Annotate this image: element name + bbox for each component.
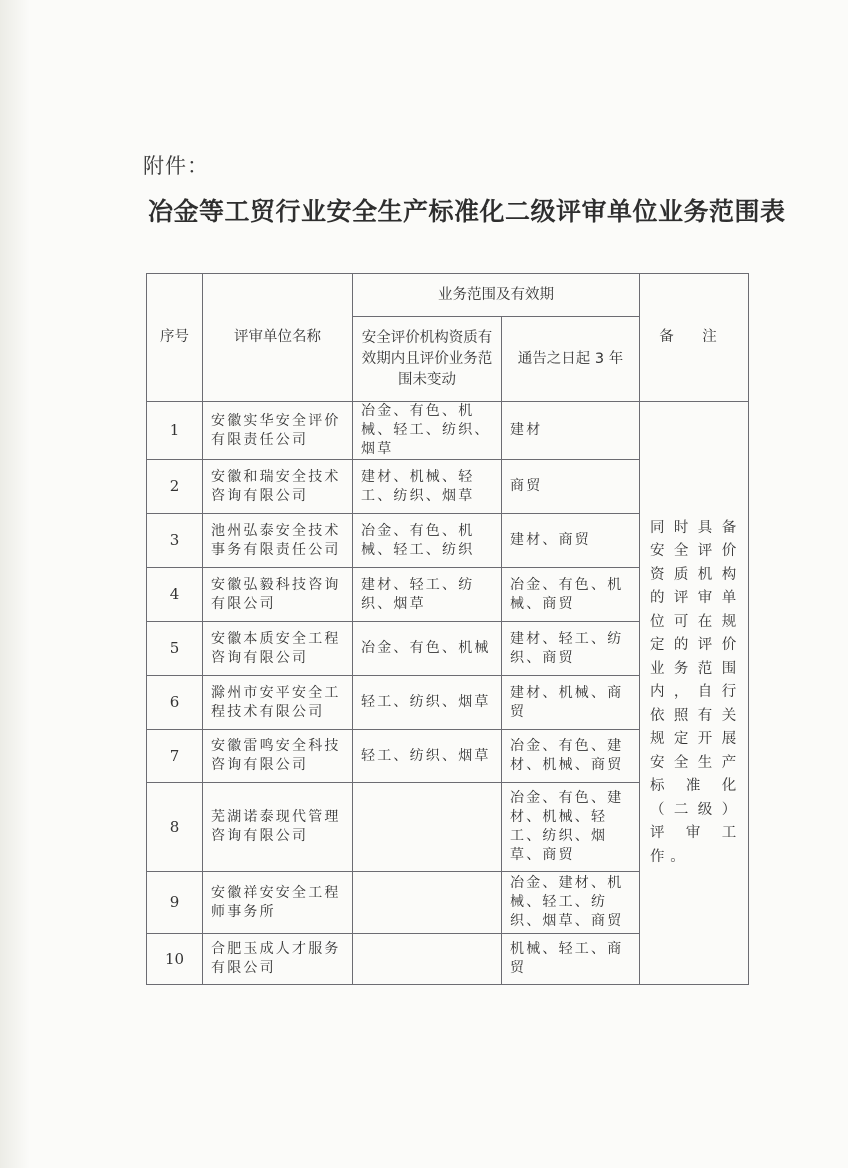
- row-scope-three-years: 建材、轻工、纺织、商贸: [502, 622, 640, 676]
- row-unit-name: 池州弘泰安全技术事务有限责任公司: [203, 514, 353, 568]
- header-scope-three-years: 通告之日起 3 年: [502, 317, 640, 402]
- document-title: 冶金等工贸行业安全生产标准化二级评审单位业务范围表: [148, 197, 786, 226]
- scan-edge-shadow: [0, 0, 30, 1168]
- row-seq: 3: [147, 514, 203, 568]
- row-scope-qualification-period: 建材、机械、轻工、纺织、烟草: [353, 460, 502, 514]
- row-seq: 10: [147, 934, 203, 985]
- row-scope-three-years: 建材: [502, 402, 640, 460]
- row-seq: 8: [147, 783, 203, 872]
- row-unit-name: 芜湖诺泰现代管理咨询有限公司: [203, 783, 353, 872]
- row-scope-qualification-period: 冶金、有色、机械: [353, 622, 502, 676]
- row-unit-name: 安徽雷鸣安全科技咨询有限公司: [203, 730, 353, 783]
- header-scope-group: 业务范围及有效期: [353, 274, 640, 317]
- row-scope-three-years: 冶金、有色、建材、机械、轻工、纺织、烟草、商贸: [502, 783, 640, 872]
- row-scope-three-years: 冶金、有色、机械、商贸: [502, 568, 640, 622]
- header-scope-qualification-period: 安全评价机构资质有效期内且评价业务范围未变动: [353, 317, 502, 402]
- row-seq: 5: [147, 622, 203, 676]
- row-seq: 1: [147, 402, 203, 460]
- row-unit-name: 安徽实华安全评价有限责任公司: [203, 402, 353, 460]
- row-scope-qualification-period: [353, 783, 502, 872]
- row-seq: 4: [147, 568, 203, 622]
- row-unit-name: 安徽和瑞安全技术咨询有限公司: [203, 460, 353, 514]
- row-scope-qualification-period: 轻工、纺织、烟草: [353, 676, 502, 730]
- row-unit-name: 合肥玉成人才服务有限公司: [203, 934, 353, 985]
- row-scope-qualification-period: [353, 934, 502, 985]
- row-seq: 2: [147, 460, 203, 514]
- header-seq: 序号: [147, 274, 203, 402]
- row-scope-three-years: 冶金、建材、机械、轻工、纺织、烟草、商贸: [502, 872, 640, 934]
- table-row: [147, 402, 749, 460]
- row-scope-qualification-period: 建材、轻工、纺织、烟草: [353, 568, 502, 622]
- row-seq: 6: [147, 676, 203, 730]
- row-unit-name: 安徽弘毅科技咨询有限公司: [203, 568, 353, 622]
- row-scope-qualification-period: 冶金、有色、机械、轻工、纺织、烟草: [353, 402, 502, 460]
- row-seq: 9: [147, 872, 203, 934]
- attachment-label: 附件：: [143, 154, 209, 178]
- row-seq: 7: [147, 730, 203, 783]
- row-scope-three-years: 机械、轻工、商贸: [502, 934, 640, 985]
- row-scope-three-years: 建材、机械、商贸: [502, 676, 640, 730]
- row-unit-name: 滁州市安平安全工程技术有限公司: [203, 676, 353, 730]
- row-scope-three-years: 商贸: [502, 460, 640, 514]
- remark-cell: 同时具备安全评价资质机构的评审单位可在规定的评价业务范围内，自行依照有关规定开展安全生产标准化（二级）评审工作。: [640, 402, 749, 985]
- header-unit-name: 评审单位名称: [203, 274, 353, 402]
- row-scope-three-years: 冶金、有色、建材、机械、商贸: [502, 730, 640, 783]
- row-scope-three-years: 建材、商贸: [502, 514, 640, 568]
- row-unit-name: 安徽祥安安全工程师事务所: [203, 872, 353, 934]
- row-scope-qualification-period: 轻工、纺织、烟草: [353, 730, 502, 783]
- evaluation-scope-table: [146, 273, 749, 985]
- row-scope-qualification-period: [353, 872, 502, 934]
- row-unit-name: 安徽本质安全工程咨询有限公司: [203, 622, 353, 676]
- row-scope-qualification-period: 冶金、有色、机械、轻工、纺织: [353, 514, 502, 568]
- header-remark: 备 注: [640, 274, 749, 402]
